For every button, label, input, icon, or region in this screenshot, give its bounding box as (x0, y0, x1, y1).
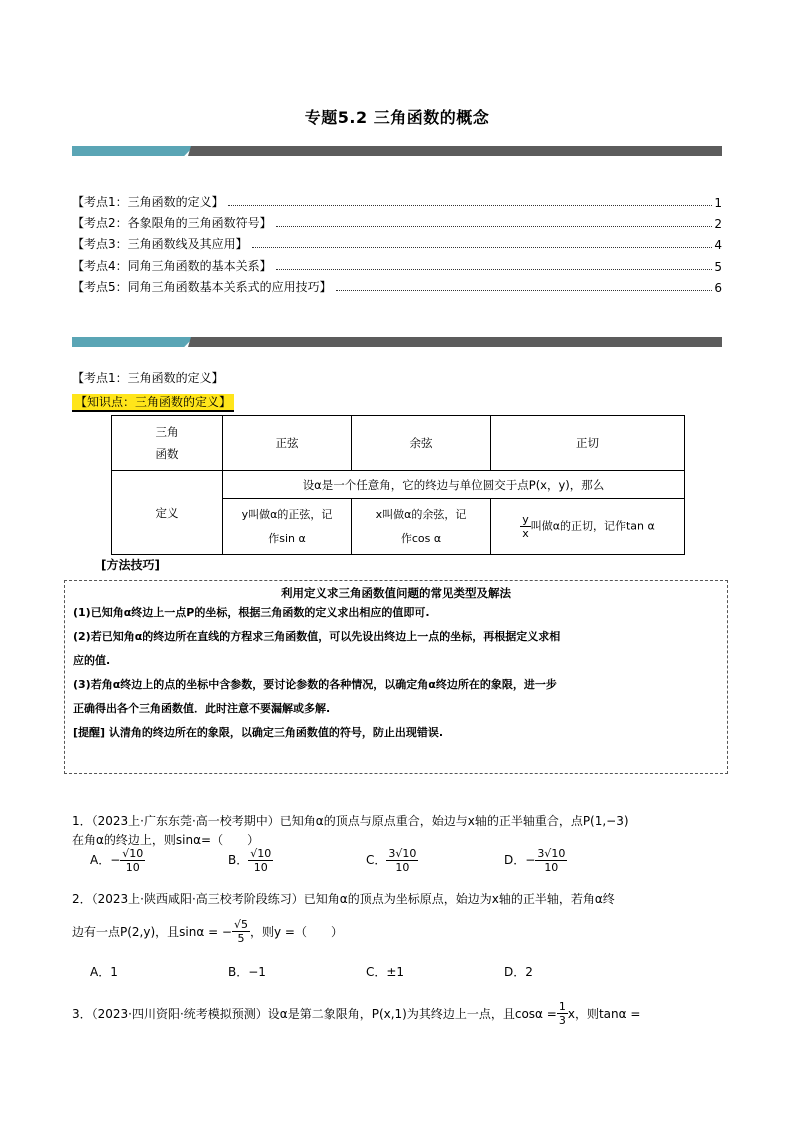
table-header-tan: 正切 (491, 416, 685, 471)
toc-item[interactable]: 【考点4：同角三角函数的基本关系】 5 (72, 259, 722, 274)
option-c[interactable]: C．±1 (366, 965, 405, 979)
table-cell-sin: y叫做α的正弦，记 作sin α (223, 499, 352, 555)
method-label: [方法技巧] (101, 558, 160, 572)
table-header-cos: 余弦 (352, 416, 491, 471)
divider-main (188, 337, 722, 347)
question-2-line-1: 2．（2023上·陕西咸阳·高三校考阶段练习）已知角α的顶点为坐标原点，始边为x轴的正半轴，若角α终 (72, 892, 615, 906)
method-tip: [提醒] 认清角的终边所在的象限，以确定三角函数值的符号，防止出现错误. (73, 726, 444, 739)
section-divider-bar (72, 337, 722, 347)
table-definition-desc: 设α是一个任意角，它的终边与单位圆交于点P(x，y)，那么 (223, 471, 685, 499)
page-title: 专题5.2 三角函数的概念 (304, 108, 490, 127)
method-box-title: 利用定义求三角函数值问题的常见类型及解法 (281, 586, 511, 600)
method-box (64, 580, 728, 774)
definition-table (111, 415, 685, 555)
option-a[interactable]: A．1 (90, 965, 118, 979)
question-3-line-1: 3．（2023·四川资阳·统考模拟预测）设α是第二象限角，P(x,1)为其终边上一点，且cosα = $\frac{1}{3}$ x，则tanα = (72, 1000, 641, 1027)
table-cell-tan: $\frac{y}{x}$ 叫做α的正切，记作tan α (491, 499, 685, 555)
table-cell-cos: x叫做α的余弦，记 作cos α (352, 499, 491, 555)
divider-accent (72, 337, 194, 347)
method-p1: (1)已知角α终边上一点P的坐标，根据三角函数的定义求出相应的值即可. (73, 606, 430, 619)
table-header-sin: 正弦 (223, 416, 352, 471)
question-1-line-2: 在角α的终边上，则sinα=（ ） (72, 833, 260, 847)
divider-main (188, 146, 722, 156)
option-d[interactable]: D．2 (504, 965, 533, 979)
question-1-line-1: 1．（2023上·广东东莞·高一校考期中）已知角α的顶点与原点重合，始边与x轴的正半轴重合，点P(1,−3) (72, 814, 629, 828)
tan-fraction: $\frac{y}{x}$ (522, 513, 529, 540)
toc-item[interactable]: 【考点1：三角函数的定义】 1 (72, 195, 722, 210)
method-p2a: (2)若已知角α的终边所在直线的方程求三角函数值，可以先设出终边上一点的坐标，再根据定义求相 (73, 630, 561, 643)
knowledge-point-label: 【知识点：三角函数的定义】 (72, 391, 234, 410)
question-2-options (90, 963, 710, 980)
divider-accent (72, 146, 194, 156)
table-row-label: 定义 (112, 471, 223, 555)
option-b[interactable]: B．−1 (228, 965, 266, 979)
section-heading: 【考点1：三角函数的定义】 (72, 371, 224, 385)
question-1-options (90, 843, 710, 877)
table-header-function: 三角 函数 (112, 416, 223, 471)
method-p2b: 应的值. (73, 654, 111, 667)
header-divider-bar (72, 146, 722, 156)
question-2-line-2: 边有一点P(2,y)，且sinα = − $\frac{√5}{5}$ ，则y =（ ） (72, 918, 343, 945)
toc-item[interactable]: 【考点2：各象限角的三角函数符号】 2 (72, 216, 722, 231)
toc-item[interactable]: 【考点5：同角三角函数基本关系式的应用技巧】 6 (72, 280, 722, 295)
option-b[interactable]: B． $\frac{√10}{10}$ (228, 846, 272, 874)
toc-item[interactable]: 【考点3：三角函数线及其应用】 4 (72, 237, 722, 252)
option-d[interactable]: D．− $\frac{3√10}{10}$ (504, 846, 566, 874)
option-c[interactable]: C． $\frac{3√10}{10}$ (366, 846, 417, 874)
method-p3b: 正确得出各个三角函数值．此时注意不要漏解或多解. (73, 702, 331, 715)
option-a[interactable]: A．− $\frac{√10}{10}$ (90, 846, 144, 874)
method-p3a: (3)若角α终边上的点的坐标中含参数，要讨论参数的各种情况，以确定角α终边所在的象限，进一步 (73, 678, 557, 691)
